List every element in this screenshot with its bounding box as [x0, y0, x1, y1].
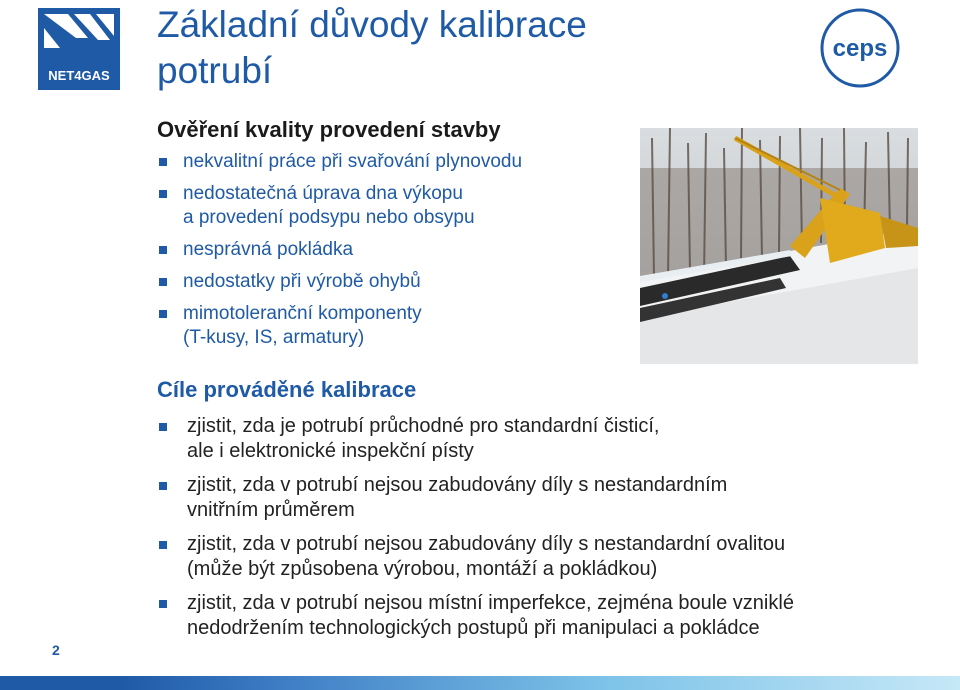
section2-list: [157, 414, 947, 650]
list-item: zjistit, zda je potrubí průchodné pro standardní čisticí, ale i elektronické inspekční písty: [157, 414, 947, 464]
bullet-square-icon: [159, 600, 167, 608]
bullet-square-icon: [159, 158, 167, 166]
ceps-logo-text: ceps: [832, 35, 888, 62]
list-item: zjistit, zda v potrubí nejsou zabudovány díly s nestandardním vnitřním průměrem: [157, 473, 947, 523]
bullet-square-icon: [159, 541, 167, 549]
page-title: [157, 2, 797, 94]
footer-gradient-bar: [0, 676, 960, 690]
bullet-square-icon: [159, 190, 167, 198]
list-item: zjistit, zda v potrubí nejsou místní imperfekce, zejména boule vzniklé nedodržením technologických postupů při manipulaci a pokládce: [157, 591, 947, 641]
section2-heading: Cíle prováděné kalibrace: [157, 377, 417, 402]
list-item: nekvalitní práce při svařování plynovodu: [157, 150, 637, 174]
ceps-logo: [818, 6, 902, 90]
section1-list: [157, 150, 637, 358]
list-item: nedostatky při výrobě ohybů: [157, 270, 637, 294]
pipeline-construction-photo: [640, 128, 918, 364]
net4gas-logo-text: NET4GAS: [48, 68, 110, 83]
title-line-1: Základní důvody kalibrace: [157, 4, 587, 45]
section1-heading: Ověření kvality provedení stavby: [157, 117, 501, 142]
list-item: nedostatečná úprava dna výkopu a provedení podsypu nebo obsypu: [157, 182, 637, 230]
net4gas-logo: [38, 8, 120, 90]
list-item: nesprávná pokládka: [157, 238, 637, 262]
title-line-2: potrubí: [157, 50, 273, 91]
list-item: zjistit, zda v potrubí nejsou zabudovány díly s nestandardní ovalitou (může být způsobena výrobou, montáží a pokládkou): [157, 532, 947, 582]
bullet-square-icon: [159, 310, 167, 318]
bullet-square-icon: [159, 423, 167, 431]
list-item: mimotoleranční komponenty (T-kusy, IS, armatury): [157, 302, 637, 350]
bullet-square-icon: [159, 246, 167, 254]
bullet-square-icon: [159, 278, 167, 286]
page-number: 2: [52, 642, 60, 658]
bullet-square-icon: [159, 482, 167, 490]
